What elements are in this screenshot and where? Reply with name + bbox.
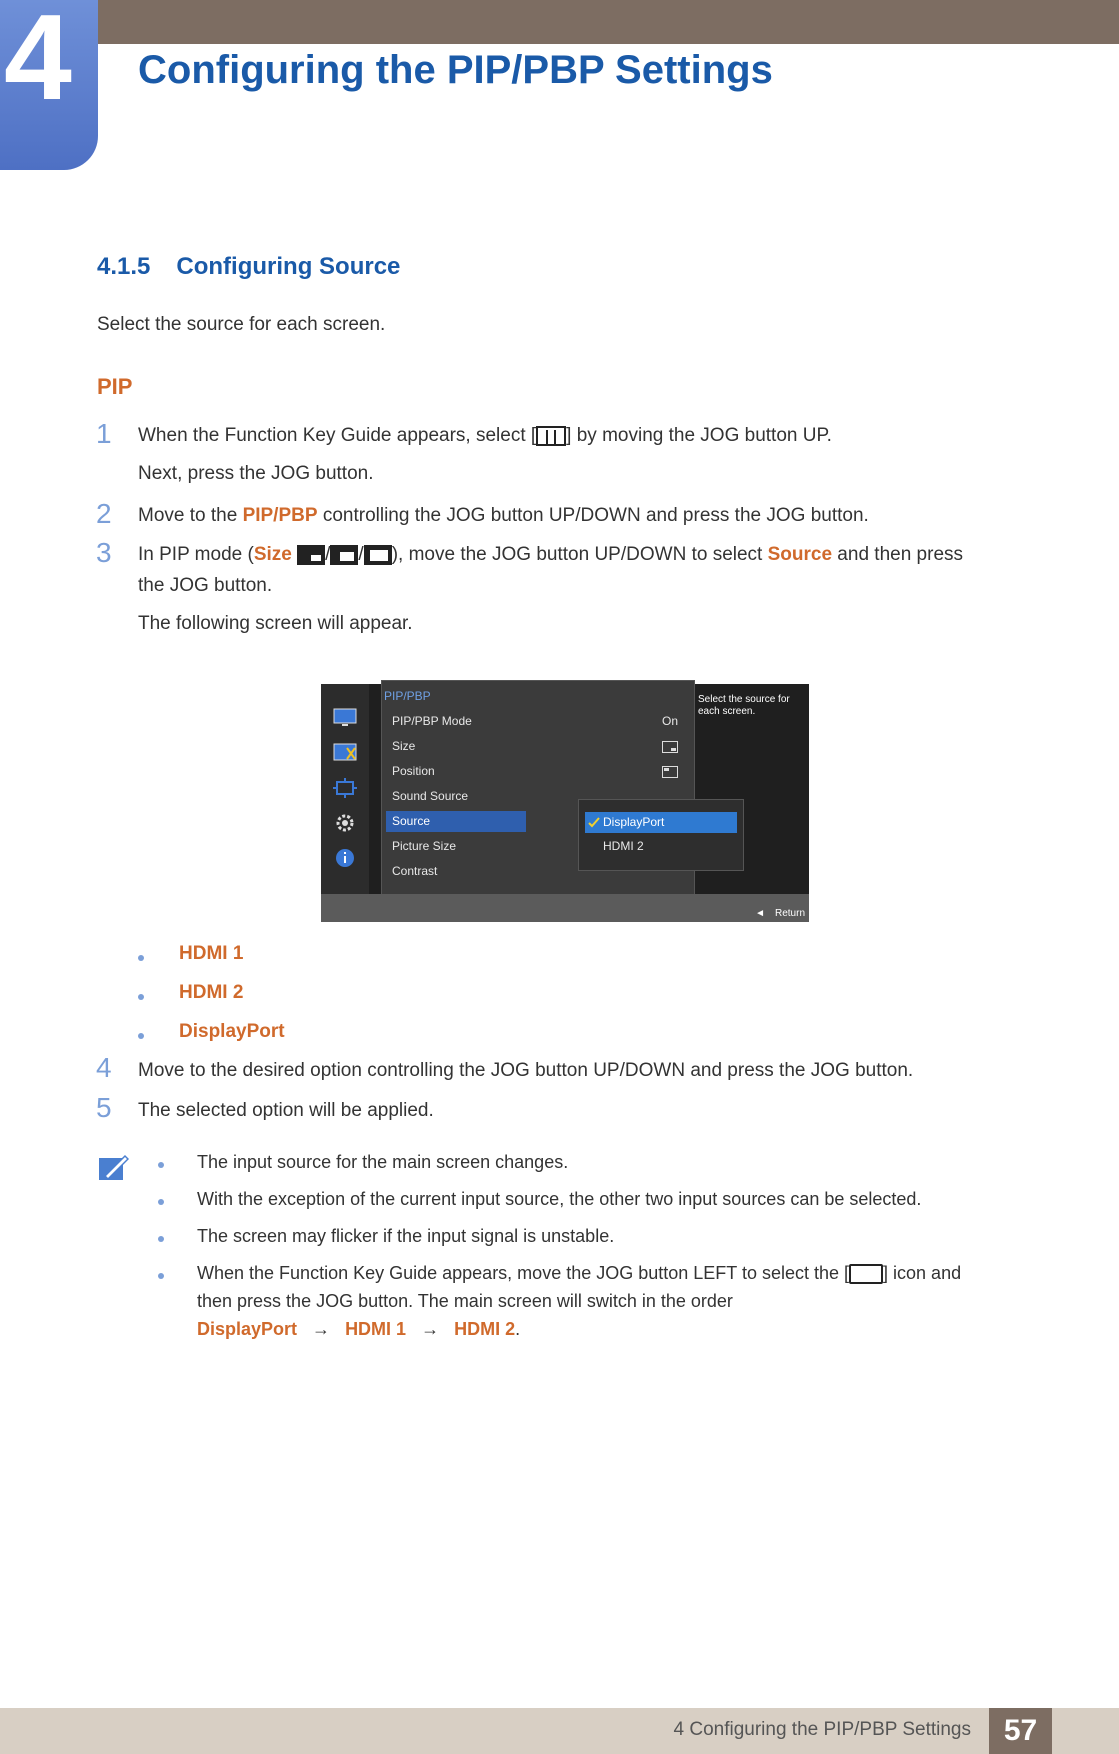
page-number: 57 bbox=[989, 1708, 1052, 1754]
order-hdmi2: HDMI 2 bbox=[454, 1319, 516, 1339]
note-pencil-icon bbox=[97, 1154, 129, 1182]
step-text: ] by moving the JOG button UP. bbox=[566, 425, 832, 446]
osd-item-label: Picture Size bbox=[392, 839, 457, 853]
right-arrow-icon: → bbox=[421, 1319, 440, 1339]
step-number: 2 bbox=[96, 498, 112, 529]
osd-menu bbox=[381, 680, 695, 898]
gear-icon bbox=[333, 813, 357, 833]
step-3-text: In PIP mode (Size / / ), move the JOG button UP/DOWN to select Source and then press bbox=[138, 544, 964, 565]
step-text: When the Function Key Guide appears, select [ bbox=[138, 425, 537, 446]
step-1-text-2: Next, press the JOG button. bbox=[138, 463, 374, 484]
note-2: With the exception of the current input source, the other two input sources can be selected. bbox=[197, 1189, 922, 1209]
step-5-text: The selected option will be applied. bbox=[138, 1100, 434, 1121]
order-displayport: DisplayPort bbox=[197, 1319, 298, 1339]
pip-pbp-icon bbox=[333, 743, 357, 763]
section-title bbox=[97, 253, 400, 281]
source-hdmi2: HDMI 2 bbox=[179, 982, 244, 1003]
osd-item-label: PIP/PBP Mode bbox=[392, 714, 472, 728]
step-number: 5 bbox=[96, 1092, 112, 1123]
note-4 bbox=[197, 1261, 961, 1286]
osd-sub-item-hdmi2[interactable] bbox=[585, 836, 737, 857]
chapter-tab bbox=[0, 0, 98, 170]
bullet-dot bbox=[158, 1273, 164, 1279]
osd-item-source[interactable] bbox=[386, 811, 526, 832]
step-text: and then press bbox=[832, 544, 964, 565]
step-4-text: Move to the desired option controlling the JOG button UP/DOWN and press the JOG button. bbox=[138, 1060, 914, 1081]
osd-menu-title: PIP/PBP bbox=[384, 689, 431, 703]
osd-item-value: On bbox=[661, 714, 678, 728]
pip-size-icon bbox=[662, 741, 678, 753]
step-1-text bbox=[138, 423, 832, 450]
chapter-number: 4 bbox=[4, 0, 72, 125]
intro-text: Select the source for each screen. bbox=[97, 314, 386, 335]
osd-side-icons bbox=[321, 684, 369, 894]
step-number: 4 bbox=[96, 1052, 112, 1083]
step-3-text-cont: the JOG button. bbox=[138, 575, 273, 596]
bullet-dot bbox=[138, 994, 144, 1000]
osd-item-label: Source bbox=[392, 814, 431, 828]
osd-description: Select the source for each screen. bbox=[698, 694, 790, 717]
step-text: controlling the JOG button UP/DOWN and press the JOG button. bbox=[317, 505, 869, 526]
bullet-dot bbox=[158, 1199, 164, 1205]
monitor-icon bbox=[333, 708, 357, 728]
info-icon bbox=[333, 848, 357, 868]
step-number: 1 bbox=[96, 418, 112, 449]
note-text: When the Function Key Guide appears, move the JOG button LEFT to select the [ bbox=[197, 1263, 850, 1283]
check-icon bbox=[588, 817, 600, 828]
pip-heading: PIP bbox=[97, 374, 133, 399]
osd-item-label: Position bbox=[392, 764, 435, 778]
pip-position-icon bbox=[662, 766, 678, 778]
osd-screen bbox=[321, 684, 809, 922]
source-displayport: DisplayPort bbox=[179, 1021, 285, 1042]
top-bar bbox=[0, 0, 1119, 44]
size-highlight: Size bbox=[253, 544, 292, 565]
function-key-icon bbox=[536, 426, 566, 446]
osd-bottom-bar bbox=[321, 894, 809, 922]
note-3: The screen may flicker if the input signal is unstable. bbox=[197, 1226, 615, 1246]
step-text: Move to the bbox=[138, 505, 243, 526]
osd-submenu bbox=[578, 799, 744, 871]
osd-item-position[interactable] bbox=[386, 761, 686, 782]
section-number: 4.1.5 bbox=[97, 253, 151, 280]
pip-small-icon bbox=[297, 545, 325, 565]
step-number: 3 bbox=[96, 537, 112, 568]
resize-icon bbox=[333, 778, 357, 798]
osd-item-label: Size bbox=[392, 739, 416, 753]
pip-medium-icon bbox=[330, 545, 358, 565]
osd-item-size[interactable] bbox=[386, 736, 686, 757]
osd-return[interactable] bbox=[755, 908, 805, 919]
osd-item-label: Contrast bbox=[392, 864, 438, 878]
source-highlight: Source bbox=[767, 544, 833, 565]
bullet-dot bbox=[158, 1162, 164, 1168]
bullet-dot bbox=[158, 1236, 164, 1242]
step-3-text-2: The following screen will appear. bbox=[138, 613, 413, 634]
note-text: ] icon and bbox=[883, 1263, 962, 1283]
step-text: ), move the JOG button UP/DOWN to select bbox=[391, 544, 768, 565]
note-1: The input source for the main screen changes. bbox=[197, 1152, 569, 1172]
source-switch-icon bbox=[849, 1264, 883, 1284]
left-arrow-icon: ◄ bbox=[755, 908, 765, 919]
right-arrow-icon: → bbox=[312, 1319, 331, 1339]
period: . bbox=[515, 1319, 521, 1339]
note-4-order bbox=[197, 1317, 520, 1342]
osd-sub-item-displayport[interactable] bbox=[585, 812, 737, 833]
return-label: Return bbox=[774, 908, 805, 919]
footer bbox=[0, 1708, 1119, 1754]
step-2-text bbox=[138, 503, 869, 530]
osd-item-label: Sound Source bbox=[392, 789, 469, 803]
section-heading: Configuring Source bbox=[176, 253, 401, 280]
step-text: In PIP mode ( bbox=[138, 544, 254, 565]
pip-pbp-highlight: PIP/PBP bbox=[242, 505, 318, 526]
footer-text: 4 Configuring the PIP/PBP Settings bbox=[673, 1719, 971, 1740]
osd-sub-label: HDMI 2 bbox=[603, 839, 644, 853]
bullet-dot bbox=[138, 955, 144, 961]
pip-large-icon bbox=[364, 545, 392, 565]
order-hdmi1: HDMI 1 bbox=[345, 1319, 407, 1339]
osd-sub-label: DisplayPort bbox=[603, 815, 665, 829]
chapter-title: Configuring the PIP/PBP Settings bbox=[138, 48, 773, 92]
bullet-dot bbox=[138, 1033, 144, 1039]
source-hdmi1: HDMI 1 bbox=[179, 943, 244, 964]
osd-item-pip-pbp-mode[interactable] bbox=[386, 711, 686, 732]
note-4-cont: then press the JOG button. The main screen will switch in the order bbox=[197, 1291, 733, 1311]
